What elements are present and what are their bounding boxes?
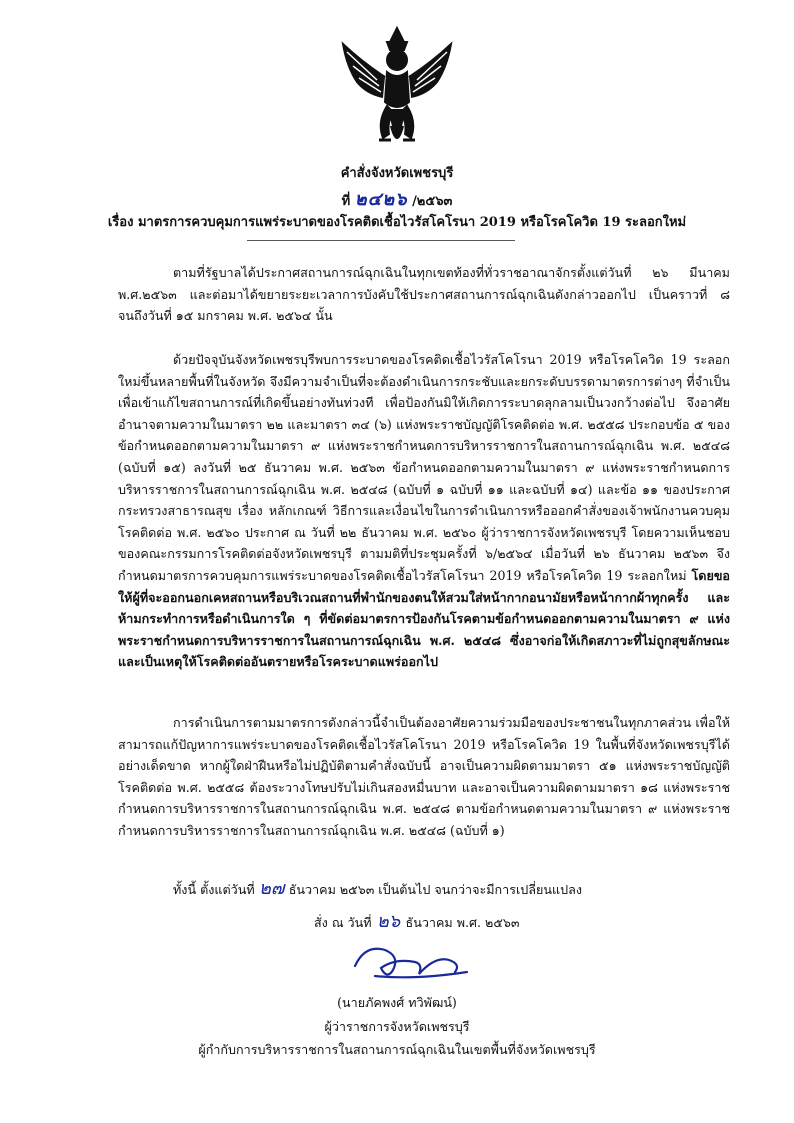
garuda-emblem-icon [337, 22, 457, 160]
header-divider [247, 240, 515, 241]
effective-date-line [173, 873, 582, 902]
signer-role: ผู้กำกับการบริหารราชการในสถานการณ์ฉุกเฉินในเขตพื้นที่จังหวัดเพชรบุรี [198, 1042, 596, 1057]
signer-name: (นายภัคพงศ์ ทวิพัฒน์) [337, 995, 457, 1010]
effective-prefix: ทั้งนี้ ตั้งแต่วันที่ [173, 882, 255, 897]
handwritten-signature [345, 936, 475, 984]
order-date-line [314, 906, 519, 935]
paragraph-2 [118, 349, 730, 673]
paragraph-2-emphasis: โดยขอให้ผู้ที่จะออกนอกเคหสถานหรือบริเวณสถานที่พำนักของตนให้สวมใส่หน้ากากอนามัยหรือหน้ากากผ้าทุกครั้ง และห้ามกระทำการหรือดำเนินการใด ๆ ที่ขัดต่อมาตรการป้องกันโรคตามข้อกำหนดออกตามความในมาตรา ๙ แห่งพระราชกำหนดการบริหารราชการในสถานการณ์ฉุกเฉิน พ.ศ. ๒๕๔๘ ซึ่งอาจก่อให้เกิดสภาวะที่ไม่ถูกสุขลักษณะและเป็นเหตุให้โรคติดต่ออันตรายหรือโรคระบาดแพร่ออกไป [118, 567, 730, 670]
order-subject: เรื่อง มาตรการควบคุมการแพร่ระบาดของโรคติดเชื้อไวรัสโคโรนา 2019 หรือโรคโควิด 19 ระลอกใหม่ [107, 215, 687, 230]
effective-day-handwritten: ๒๗ [258, 878, 285, 899]
order-title: คำสั่งจังหวัดเพชรบุรี [340, 166, 454, 181]
effective-suffix: ธันวาคม ๒๕๖๓ เป็นต้นไป จนกว่าจะมีการเปลี่ยนแปลง [288, 882, 582, 897]
order-suffix: ธันวาคม พ.ศ. ๒๕๖๓ [405, 915, 520, 930]
order-prefix: สั่ง ณ วันที่ [314, 915, 372, 930]
number-prefix: ที่ [341, 194, 351, 209]
paragraph-3: การดำเนินการตามมาตรการดังกล่าวนี้จำเป็นต้องอาศัยความร่วมมือของประชาชนในทุกภาคส่วน เพื่อให้สามารถแก้ปัญหาการแพร่ระบาดของโรคติดเชื้อไวรัสโคโรนา 2019 หรือโรคโควิด 19 ในพื้นที่จังหวัดเพชรบุรีได้อย่างเด็ดขาด หากผู้ใดฝ่าฝืนหรือไม่ปฏิบัติตามคำสั่งฉบับนี้ อาจเป็นความผิดตามมาตรา ๕๑ แห่งพระราชบัญญัติโรคติดต่อ พ.ศ. ๒๕๕๘ ต้องระวางโทษปรับไม่เกินสองหมื่นบาท และอาจเป็นความผิดตามมาตรา ๑๘ แห่งพระราชกำหนดการบริหารราชการในสถานการณ์ฉุกเฉิน พ.ศ. ๒๕๔๘ ตามข้อกำหนดตามความในมาตรา ๙ แห่งพระราชกำหนดการบริหารราชการในสถานการณ์ฉุกเฉิน พ.ศ. ๒๕๔๘ (ฉบับที่ ๑) [118, 715, 730, 838]
handwritten-number: ๒๔๒๖ [354, 189, 408, 210]
paragraph-1: ตามที่รัฐบาลได้ประกาศสถานการณ์ฉุกเฉินในทุกเขตท้องที่ทั่วราชอาณาจักรตั้งแต่วันที่ ๒๖ มีนาคม พ.ศ.๒๕๖๓ และต่อมาได้ขยายระยะเวลาการบังคับใช้ประกาศสถานการณ์ฉุกเฉินดังกล่าวออกไป เป็นคราวที่ ๘ จนถึงวันที่ ๑๕ มกราคม พ.ศ. ๒๕๖๔ นั้น [118, 265, 730, 324]
order-number [0, 184, 794, 213]
paragraph-2-text: ด้วยปัจจุบันจังหวัดเพชรบุรีพบการระบาดของโรคติดเชื้อไวรัสโคโรนา 2019 หรือโรคโควิด 19 ระลอกใหม่ขึ้นหลายพื้นที่ในจังหวัด จึงมีความจำเป็นที่จะต้องดำเนินการกระชับและยกระดับบรรดามาตรการต่างๆ ที่จำเป็นเพื่อเข้าแก้ไขสถานการณ์ที่เกิดขึ้นอย่างทันท่วงที เพื่อป้องกันมิให้เกิดการระบาดลุกลามเป็นวงกว้างต่อไป จึงอาศัยอำนาจตามความในมาตรา ๒๒ และมาตรา ๓๔ (๖) แห่งพระราชบัญญัติโรคติดต่อ พ.ศ. ๒๕๕๘ ประกอบข้อ ๕ ของข้อกำหนดออกตามความในมาตรา ๙ แห่งพระราชกำหนดการบริหารราชการในสถานการณ์ฉุกเฉิน พ.ศ. ๒๕๔๘ (ฉบับที่ ๑๕) ลงวันที่ ๒๕ ธันวาคม พ.ศ. ๒๕๖๓ ข้อกำหนดออกตามความในมาตรา ๙ แห่งพระราชกำหนดการบริหารราชการในสถานการณ์ฉุกเฉิน พ.ศ. ๒๕๔๘ (ฉบับที่ ๑ ฉบับที่ ๑๑ และฉบับที่ ๑๔) และข้อ ๑๑ ของประกาศกระทรวงสาธารณสุข เรื่อง หลักเกณฑ์ วิธีการและเงื่อนไขในการดำเนินการหรือออกคำสั่งของเจ้าพนักงานควบคุมโรคติดต่อ พ.ศ. ๒๕๖๐ ประกาศ ณ วันที่ ๒๒ ธันวาคม พ.ศ. ๒๕๖๐ ผู้ว่าราชการจังหวัดเพชรบุรี โดยความเห็นชอบของคณะกรรมการโรคติดต่อจังหวัดเพชรบุรี ตามมติที่ประชุมครั้งที่ ๖/๒๕๖๔ เมื่อวันที่ ๒๖ ธันวาคม ๒๕๖๓ จึงกำหนดมาตรการควบคุมการแพร่ระบาดของโรคติดเชื้อไวรัสโคโรนา 2019 หรือโรคโควิด 19 ระลอกใหม่ [118, 352, 730, 583]
signer-position: ผู้ว่าราชการจังหวัดเพชรบุรี [324, 1019, 470, 1034]
number-year: /๒๕๖๓ [412, 194, 453, 209]
order-day-handwritten: ๒๖ [376, 911, 401, 932]
